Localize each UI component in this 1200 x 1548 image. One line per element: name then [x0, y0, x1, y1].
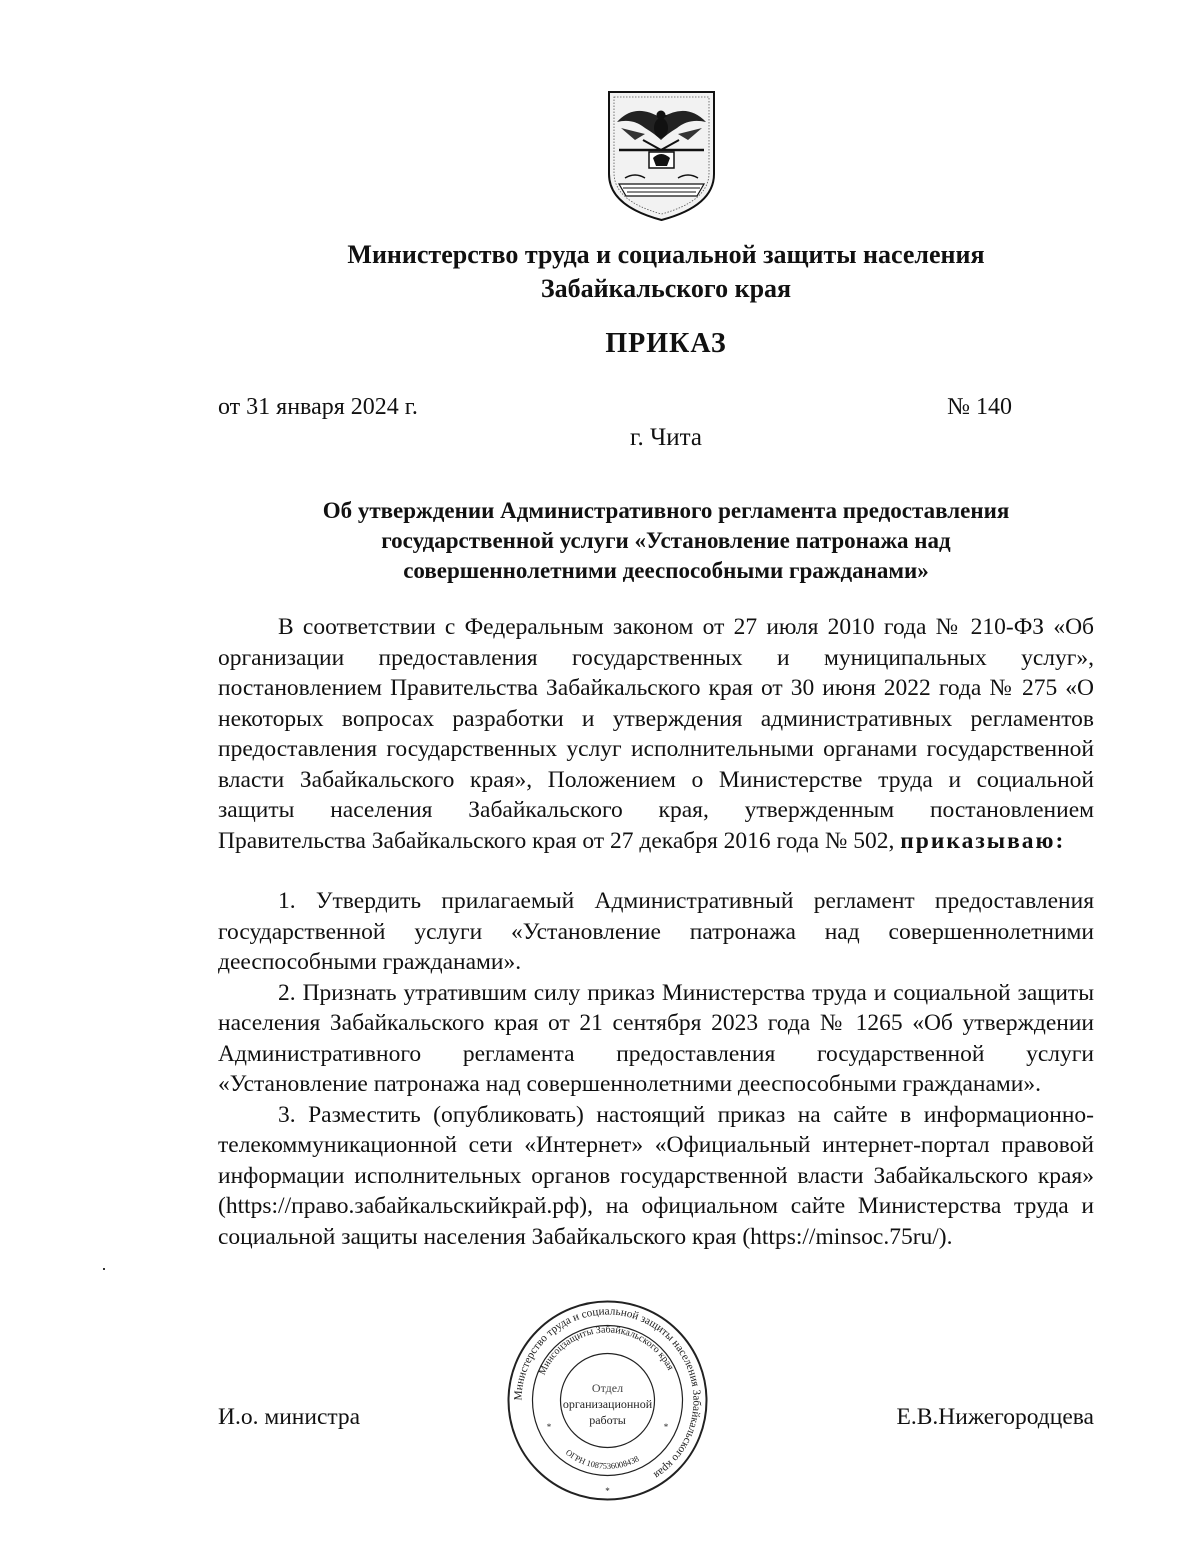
- item-1-paragraph: 1. Утвердить прилагаемый Административный регламент предоставления государственной услуги «Установление патронажа над совершеннолетними дееспособными гражданами».: [218, 888, 1094, 975]
- org-line-2: Забайкальского края: [540, 274, 792, 303]
- org-line-1: Министерство труда и социальной защиты населения: [347, 240, 985, 269]
- item-2-paragraph: 2. Признать утратившим силу приказ Министерства труда и социальной защиты населения Забайкальского края от 21 сентября 2023 года № 1265 «Об утверждении Административного регламента предоставления государственной услуги «Установление патронажа над совершеннолетними дееспособными гражданами».: [218, 979, 1094, 1097]
- document-city: г. Чита: [630, 424, 702, 451]
- document-body: [218, 612, 1094, 1252]
- subject-line-1: Об утверждении Административного регламента предоставления: [322, 498, 1010, 523]
- organization-name: [200, 238, 1132, 306]
- stamp-ogrn: ОГРН 1087536008438: [563, 1447, 641, 1471]
- stamp-inner-text: Минсоцзащиты Забайкальского края: [536, 1324, 676, 1377]
- signatory-name: Е.В.Нижегородцева: [896, 1404, 1094, 1430]
- stamp-center-line-1: Отдел: [591, 1381, 624, 1395]
- stamp-center-line-3: работы: [589, 1413, 626, 1427]
- official-stamp: [505, 1298, 710, 1503]
- order-word: приказываю:: [900, 827, 1066, 854]
- stamp-outer-text: Министерство труда и социальной защиты населения Забайкальского края: [512, 1305, 703, 1481]
- document-date: от 31 января 2024 г.: [218, 394, 418, 420]
- stamp-star-icon: *: [546, 1422, 552, 1432]
- document-type: ПРИКАЗ: [605, 328, 727, 359]
- signatory-role: И.о. министра: [218, 1404, 361, 1430]
- preamble-paragraph: [218, 612, 1094, 856]
- item-3-paragraph: 3. Разместить (опубликовать) настоящий приказ на сайте в информационно-телекоммуникационной сети «Интернет» «Официальный интернет-портал правовой информации исполнительных органов государственной власти Забайкальского края» (https://право.забайкальскийкрай.рф), на официальном сайте Министерства труда и социальной защиты населения Забайкальского края (https://minsoc.75ru/).: [218, 1101, 1094, 1250]
- document-number: № 140: [947, 394, 1012, 420]
- coat-of-arms-emblem: [605, 88, 718, 224]
- preamble-text: В соответствии с Федеральным законом от 27 июля 2010 года № 210-ФЗ «Об организации предоставления государственных и муниципальных услуг», постановлением Правительства Забайкальского края от 30 июня 2022 года № 275 «О некоторых вопросах разработки и утверждения административных регламентов предоставления государственных услуг исполнительными органами государственной власти Забайкальского края», Положением о Министерстве труда и социальной защиты населения Забайкальского края, утвержденным постановлением Правительства Забайкальского края от 27 декабря 2016 года № 502,: [218, 614, 1094, 854]
- scan-speck: [103, 1268, 105, 1270]
- stamp-center-line-2: организационной: [562, 1397, 653, 1411]
- subject-line-3: совершеннолетними дееспособными гражданами»: [403, 558, 929, 583]
- stamp-star-icon: *: [605, 1486, 610, 1496]
- subject-line-2: государственной услуги «Установление патронажа над: [381, 528, 951, 553]
- document-subject: [220, 496, 1112, 586]
- stamp-star-icon: *: [663, 1422, 669, 1432]
